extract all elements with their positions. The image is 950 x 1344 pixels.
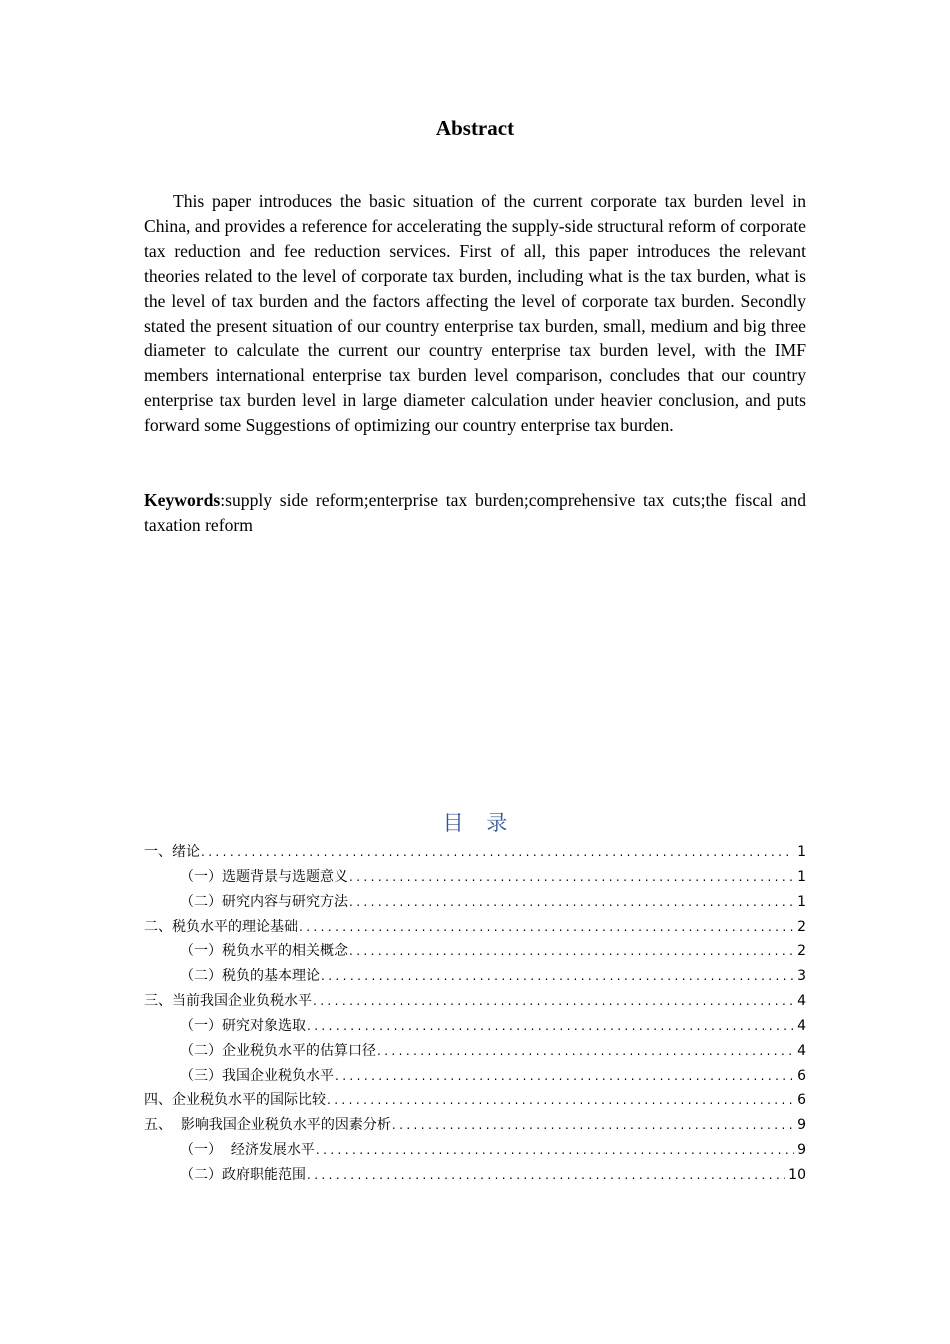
toc-leader-dots <box>349 939 794 964</box>
keywords-label: Keywords <box>144 490 221 510</box>
toc-entry-page: 2 <box>797 943 806 960</box>
toc-entry-text: （二）研究内容与研究方法 <box>180 893 348 910</box>
toc-leader-dots <box>201 840 794 865</box>
toc-leader-dots <box>313 989 794 1014</box>
toc-leader-dots <box>335 1064 794 1089</box>
toc-entry[interactable] <box>144 964 806 989</box>
toc-entry[interactable] <box>144 1064 806 1089</box>
toc-entry-page: 1 <box>797 868 806 885</box>
toc-entry-text: 五、 影响我国企业税负水平的因素分析 <box>144 1117 391 1134</box>
toc-entry-text: （二）企业税负水平的估算口径 <box>180 1042 376 1059</box>
toc-entry[interactable] <box>144 939 806 964</box>
toc-entry[interactable] <box>144 1088 806 1113</box>
toc-entry-text: 三、当前我国企业负税水平 <box>144 993 312 1010</box>
toc-entry[interactable] <box>144 1138 806 1163</box>
toc-entry-page: 6 <box>797 1067 806 1084</box>
toc-entry[interactable] <box>144 865 806 890</box>
toc-leader-dots <box>307 1163 785 1188</box>
toc-leader-dots <box>349 865 794 890</box>
keywords-text: :supply side reform;enterprise tax burden;comprehensive tax cuts;the fiscal and taxation reform <box>144 490 806 535</box>
toc-entry[interactable] <box>144 989 806 1014</box>
keywords-paragraph <box>144 488 806 538</box>
toc-entry-text: （一） 经济发展水平 <box>180 1142 315 1159</box>
table-of-contents <box>144 840 806 1188</box>
toc-entry[interactable] <box>144 890 806 915</box>
abstract-paragraph: This paper introduces the basic situation of the current corporate tax burden level in China, and provides a reference for accelerating the supply-side structural reform of corporate tax reduction and fee reduction services. First of all, this paper introduces the relevant theories related to the level of corporate tax burden, including what is the tax burden, what is the level of tax burden and the factors affecting the level of corporate tax burden. Secondly stated the present situation of our country enterprise tax burden, small, medium and big three diameter to calculate the current our country enterprise tax burden level, with the IMF members international enterprise tax burden level comparison, concludes that our country enterprise tax burden level in large diameter calculation under heavier conclusion, and puts forward some Suggestions of optimizing our country enterprise tax burden. <box>144 191 806 436</box>
toc-leader-dots <box>316 1138 794 1163</box>
toc-entry-text: （一）选题背景与选题意义 <box>180 868 348 885</box>
toc-entry[interactable] <box>144 1163 806 1188</box>
toc-entry-page: 4 <box>797 1017 806 1034</box>
toc-entry-text: （二）政府职能范围 <box>180 1166 306 1183</box>
toc-leader-dots <box>349 890 794 915</box>
toc-entry-page: 3 <box>797 968 806 985</box>
toc-entry-text: 一、绪论 <box>144 844 200 860</box>
toc-entry[interactable] <box>144 915 806 940</box>
toc-entry-text: 二、税负水平的理论基础 <box>144 918 298 935</box>
toc-title: 目 录 <box>442 811 516 835</box>
abstract-title: Abstract <box>435 116 515 140</box>
toc-entry-page: 4 <box>797 1042 806 1059</box>
toc-entry-text: （一）研究对象选取 <box>180 1017 306 1034</box>
toc-leader-dots <box>327 1088 794 1113</box>
toc-leader-dots <box>392 1113 794 1138</box>
toc-entry-page: 10 <box>788 1166 806 1183</box>
toc-entry-text: 四、企业税负水平的国际比较 <box>144 1092 326 1109</box>
toc-entry-text: （一）税负水平的相关概念 <box>180 943 348 960</box>
toc-entry[interactable] <box>144 1014 806 1039</box>
toc-entry-page: 9 <box>797 1117 806 1134</box>
toc-leader-dots <box>321 964 794 989</box>
toc-entry[interactable] <box>144 1113 806 1138</box>
toc-entry-text: （二）税负的基本理论 <box>180 968 320 985</box>
toc-leader-dots <box>377 1039 794 1064</box>
toc-leader-dots <box>307 1014 794 1039</box>
toc-entry-page: 1 <box>797 893 806 910</box>
toc-entry-page: 1 <box>797 844 806 860</box>
toc-entry-text: （三）我国企业税负水平 <box>180 1067 334 1084</box>
toc-entry-page: 2 <box>797 918 806 935</box>
toc-entry[interactable] <box>144 840 806 865</box>
toc-entry-page: 9 <box>797 1142 806 1159</box>
toc-entry-page: 6 <box>797 1092 806 1109</box>
toc-entry[interactable] <box>144 1039 806 1064</box>
toc-entry-page: 4 <box>797 993 806 1010</box>
toc-leader-dots <box>299 915 794 940</box>
